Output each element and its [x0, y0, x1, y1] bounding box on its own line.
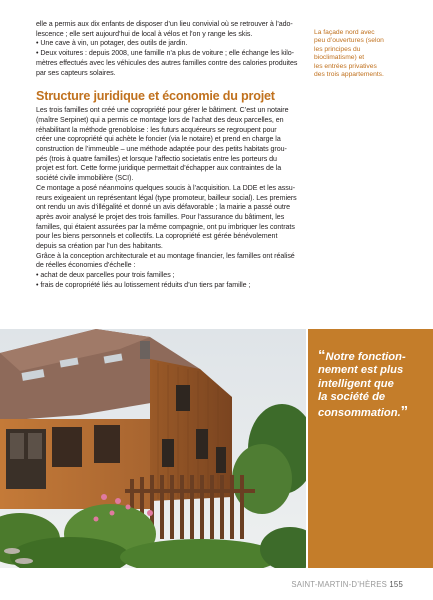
body-line: de réelles économies d’échelle : [36, 261, 136, 270]
quote-line: consommation. [318, 406, 401, 419]
body-line: familles, qui étaient assurées par la même compagnie, ont pu imbriquer les contrats [36, 222, 295, 231]
body-bullet-frais: • frais de copropriété liés au lotissement réduits d’un tiers par famille ; [36, 280, 251, 289]
pull-quote [318, 349, 426, 420]
photo-caption-sidebar [314, 29, 410, 79]
pull-quote-box [308, 329, 433, 568]
intro-line-5: mètres effectués avec les véhicules des autres familles contre des calories produites [36, 58, 298, 67]
body-line: construction de l’immeuble – une méthode adaptée pour des petits habitats grou- [36, 145, 287, 154]
body-line: pour les biens personnels et collectifs. La copropriété est gérée bénévolement [36, 232, 278, 241]
quote-line: nement est plus [318, 364, 404, 377]
close-quote-mark: ” [400, 402, 409, 420]
body-line: Les trois familles ont créé une copropriété pour gérer le bâtiment. C’est un notaire [36, 106, 289, 115]
caption-line: La façade nord avec [314, 29, 375, 36]
body-line: après avoir analysé le projet des trois familles. Pour l’assurance du bâtiment, les [36, 212, 285, 221]
body-line: depuis sa création par l’un des habitants. [36, 242, 163, 251]
quote-line: la société de [318, 391, 386, 404]
intro-line-1: elle a permis aux dix enfants de disposer d’un lieu convivial où se retrouver à l’ado- [36, 20, 293, 28]
intro-bullet-voitures: • Deux voitures : depuis 2008, une famille n’a plus de voiture ; elle échange les kilo- [36, 49, 294, 58]
body-line: réhabilitant la méthode grenobloise : les futurs acquéreurs se regroupent pour [36, 125, 277, 134]
open-quote-mark: “ [318, 347, 326, 364]
page-footer [291, 580, 403, 589]
body-line: Grâce à la conception architecturale et au montage financier, les familles ont réalisé [36, 251, 295, 260]
body-line: société civile immobilière (SCI). [36, 174, 134, 183]
body-line: projet est fort. Cette forme juridique permettait d’échapper aux contraintes de la [36, 164, 282, 173]
caption-line: peu d’ouvertures (selon [314, 37, 384, 45]
body-line: pés (trois à quatre familles) et lorsque l’affectio societatis entre les porteurs du [36, 154, 277, 163]
intro-line-6: par ses capteurs solaires. [36, 68, 116, 77]
quote-line: intelligent que [318, 377, 394, 390]
caption-line: des trois appartements. [314, 71, 384, 79]
main-text-column [36, 20, 302, 291]
intro-line-2: lescence ; elle sert aujourd’hui de local à vélos et l’on y range les skis. [36, 29, 253, 38]
section-heading: Structure juridique et économie du projet [36, 89, 275, 104]
body-line: ont rendu un avis d’illégalité et donné un avis défavorable ; la mairie a passé outre [36, 203, 291, 212]
body-line: créer une copropriété qui achète le foncier (via le notaire) et prend en charge la [36, 135, 281, 144]
house-photo [0, 329, 306, 568]
caption-line: les principes du [314, 45, 361, 53]
quote-line: Notre fonction- [325, 351, 406, 363]
body-line: Ce montage a posé néanmoins quelques soucis à l’acquisition. La DDE et les assu- [36, 183, 296, 192]
intro-bullet-cave: • Une cave à vin, un potager, des outils de jardin. [36, 39, 188, 48]
footer-place: SAINT-MARTIN-D’HÈRES [291, 580, 388, 589]
caption-line: les entrées privatives [314, 62, 377, 70]
body-bullet-parcelles: • achat de deux parcelles pour trois familles ; [36, 271, 175, 280]
body-line: (maître Serpinet) qui a permis ce montage lors de l’achat des deux parcelles, en [36, 115, 284, 124]
page-number: 155 [389, 580, 403, 589]
body-line: reurs exigeaient un représentant légal (type promoteur, bailleur social). Les premiers [36, 193, 297, 202]
caption-line: bioclimatisme) et [314, 54, 365, 62]
